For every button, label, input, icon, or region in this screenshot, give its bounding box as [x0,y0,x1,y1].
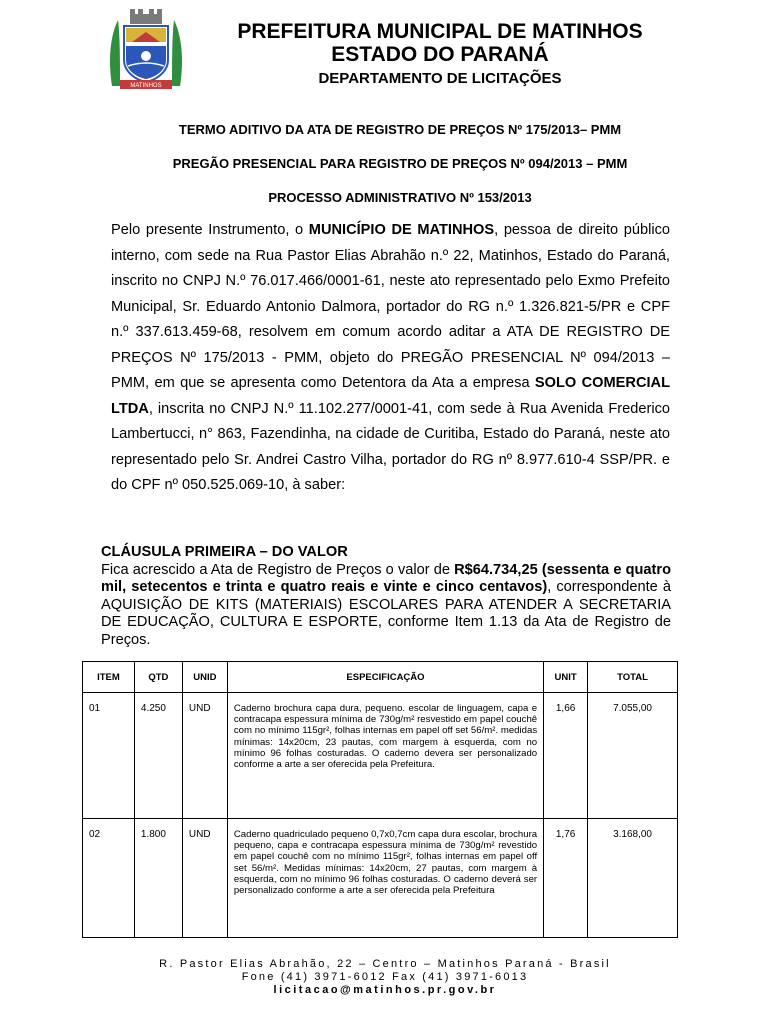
intro-text-2: , pessoa de direito público interno, com sede na Rua Pastor Elias Abrahão n.º 22, Matinhos, Estado do Paraná, inscrito no CNPJ N.º 76.017.466/0001-61, neste ato representado pelo Exmo Prefeito Municipal, Sr. Eduardo Antonio Dalmora, portador do RG n.º 1.326.821-5/PR e CPF n.º 337.613.459-68, resolvem em comum acordo aditar a ATA DE REGISTRO DE PREÇOS Nº 175/2013 - PMM, objeto do PREGÃO PRESENCIAL Nº 094/2013 – PMM, em que se apresenta como Detentora da Ata a empresa [111,222,671,391]
footer-email[interactable]: licitacao@matinhos.pr.gov.br [273,984,497,996]
municipio-name: MUNICÍPIO DE MATINHOS [308,222,495,238]
clausula-valor: R$64.734,25 (sessenta e quatro mil, setecentos e trinta e quatro reais e vinte e cinco centavos) [101,561,671,595]
cell-item: 01 [83,693,135,819]
clausula-primeira [101,544,671,649]
cell-total: 3.168,00 [588,819,678,938]
col-header-spec: ESPECIFICAÇÃO [227,662,543,693]
col-header-total: TOTAL [588,662,678,693]
table-header-row [83,662,678,693]
header-title-line1: PREFEITURA MUNICIPAL DE MATINHOS [237,20,643,43]
items-table [82,661,678,938]
cell-spec: Caderno quadriculado pequeno 0,7x0,7cm capa dura escolar, brochura pequeno, capa e contracapa espessura mínima de 730g/m² revestido em papel couchê com no mínimo 115gr², folhas internas em papel off set 56/m². Medidas mínimas: 14x20cm, 27 pautas, com margem à esquerda, com no mínimo 96 folhas costuradas. O caderno deverá ser personalizado conforme a arte a ser oferecida pela Prefeitura [227,819,543,938]
header-department: DEPARTAMENTO DE LICITAÇÕES [318,70,562,87]
empresa-name: SOLO COMERCIAL LTDA [111,375,670,417]
cell-qtd: 1.800 [134,819,182,938]
col-header-unid: UNID [182,662,227,693]
clausula-title: CLÁUSULA PRIMEIRA – DO VALOR [101,544,348,560]
cell-unid: UND [182,819,227,938]
table-row [83,693,678,819]
cell-unit: 1,66 [544,693,588,819]
col-header-qtd: QTD [134,662,182,693]
clausula-text-2: , correspondente à AQUISIÇÃO DE KITS (MATERIAIS) ESCOLARES PARA ATENDER A SECRETARIA DE EDUCAÇÃO, CULTURA E ESPORTE, conforme Item 1.13 da Ata de Registro de Preços. [101,579,671,648]
termo-aditivo-heading: TERMO ADITIVO DA ATA DE REGISTRO DE PREÇOS Nº 175/2013– PMM [178,122,622,137]
cell-unid: UND [182,693,227,819]
cell-spec: Caderno brochura capa dura, pequeno. escolar de linguagem, capa e contracapa espessura mínima de 730g/m² resvestido em papel couchê com no mínimo 115gr², folhas internas em papel off set 56/m². medidas mínimas: 14x20cm, 23 pautas, com margem à esquerda, com no mínimo 96 folhas costuradas. O caderno devera ser personalizado conforme a arte a ser oferecida pela Prefeitura. [227,693,543,819]
cell-item: 02 [83,819,135,938]
footer-address: R. Pastor Elias Abrahão, 22 – Centro – Matinhos Paraná - Brasil [159,958,611,970]
cell-qtd: 4.250 [134,693,182,819]
municipal-crest-logo [106,6,186,94]
clausula-text-1: Fica acrescido a Ata de Registro de Preços o valor de [101,561,455,578]
footer-phone: Fone (41) 3971-6012 Fax (41) 3971-6013 [241,971,529,983]
col-header-unit: UNIT [544,662,588,693]
cell-unit: 1,76 [544,819,588,938]
cell-total: 7.055,00 [588,693,678,819]
table-row [83,819,678,938]
header-title-line2: ESTADO DO PARANÁ [331,43,549,66]
svg-text:MATINHOS: MATINHOS [130,83,162,89]
intro-text-1: Pelo presente Instrumento, o [111,222,309,238]
pregao-heading: PREGÃO PRESENCIAL PARA REGISTRO DE PREÇOS Nº 094/2013 – PMM [172,156,628,171]
processo-heading: PROCESSO ADMINISTRATIVO Nº 153/2013 [268,190,532,205]
intro-text-3: , inscrita no CNPJ N.º 11.102.277/0001-41, com sede à Rua Avenida Frederico Lambertucci, n° 863, Fazendinha, na cidade de Curitiba, Estado do Paraná, neste ato representado pelo Sr. Andrei Castro Vilha, portador do RG nº 8.977.610-4 SSP/PR. e do CPF nº 050.525.069-10, à saber: [111,400,670,493]
col-header-item: ITEM [83,662,135,693]
intro-paragraph [111,218,670,499]
